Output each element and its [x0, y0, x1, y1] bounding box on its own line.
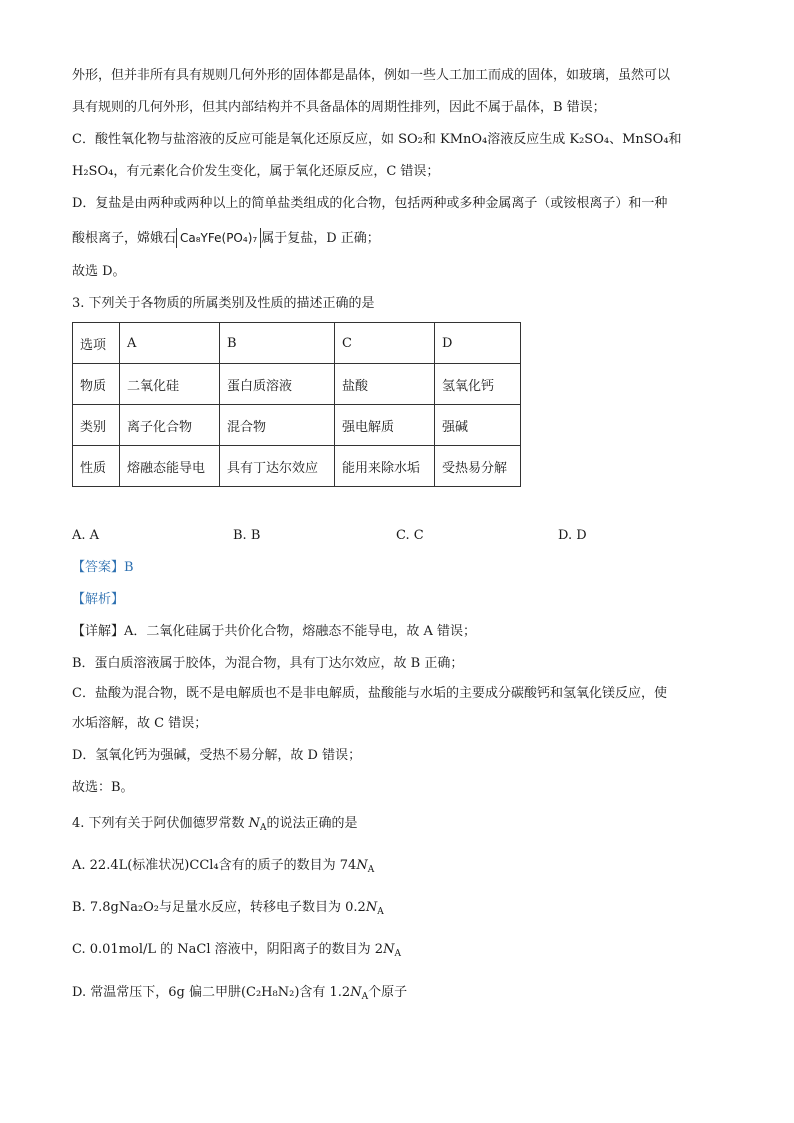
q3-table	[72, 322, 521, 487]
table-cell: 混合物	[220, 405, 335, 446]
table-cell: 类别	[73, 405, 120, 446]
q4-option-d-text: D. 常温常压下，6g 偏二甲肼(C₂H₈N₂)含有 1.2	[72, 985, 351, 1000]
q3-detail-1: 【详解】A．二氧化硅属于共价化合物，熔融态不能导电，故 A 错误；	[72, 624, 477, 639]
avogadro-subscript: A	[361, 992, 369, 1002]
avogadro-subscript: A	[367, 865, 375, 875]
table-cell: 选项	[73, 323, 120, 364]
q4-stem	[72, 814, 358, 838]
avogadro-subscript: A	[394, 949, 401, 959]
table-cell: 盐酸	[335, 364, 435, 405]
q4-option-a	[72, 856, 374, 880]
intro-line-2: 具有规则的几何外形，但其内部结构并不具备晶体的周期性排列，因此不属于晶体，B 错误；	[72, 100, 606, 115]
intro-line-1: 外形，但并非所有具有规则几何外形的固体都是晶体，例如一些人工加工而成的固体，如玻璃，虽然可以	[72, 68, 671, 83]
table-cell: D	[435, 323, 521, 364]
avogadro-subscript: A	[377, 907, 384, 917]
intro-line-6-post: 属于复盐，D 正确；	[261, 231, 380, 246]
table-cell: 强碱	[435, 405, 521, 446]
q4-option-c	[72, 940, 401, 964]
intro-line-4: H₂SO₄，有元素化合价发生变化，属于氧化还原反应，C 错误；	[72, 164, 440, 179]
table-cell: C	[335, 323, 435, 364]
table-header-row	[73, 323, 521, 364]
q3-option-a: A. A	[72, 528, 100, 543]
avogadro-symbol: N	[356, 858, 368, 873]
q3-stem: 3. 下列关于各物质的所属类别及性质的描述正确的是	[72, 296, 375, 311]
table-row	[73, 364, 521, 405]
q4-option-c-text: C. 0.01mol/L 的 NaCl 溶液中，阴阳离子的数目为 2	[72, 942, 384, 957]
table-cell: 受热易分解	[435, 446, 521, 487]
q3-detail-5: D．氢氧化钙为强碱，受热不易分解，故 D 错误；	[72, 748, 362, 763]
q3-options	[72, 528, 722, 548]
q3-conclusion: 故选：B。	[72, 780, 134, 795]
avogadro-subscript: A	[260, 823, 267, 833]
table-cell: 强电解质	[335, 405, 435, 446]
table-cell: 二氧化硅	[120, 364, 220, 405]
intro-line-3: C．酸性氧化物与盐溶液的反应可能是氧化还原反应，如 SO₂和 KMnO₄溶液反应生成 K₂SO₄、MnSO₄和	[72, 132, 682, 147]
q4-option-a-text: A. 22.4L(标准状况)CCl₄含有的质子的数目为 74	[72, 858, 357, 873]
avogadro-symbol: N	[365, 900, 378, 915]
q4-option-b	[72, 898, 384, 922]
q3-detail-4: 水垢溶解，故 C 错误；	[72, 716, 208, 731]
table-cell: 具有丁达尔效应	[220, 446, 335, 487]
table-cell: 能用来除水垢	[335, 446, 435, 487]
avogadro-symbol: N	[383, 942, 395, 957]
q4-option-d-post: 个原子	[368, 985, 408, 1000]
table-cell: 性质	[73, 446, 120, 487]
q4-option-d	[72, 983, 407, 1007]
table-cell: A	[120, 323, 220, 364]
q3-option-c: C. C	[396, 528, 424, 543]
intro-line-7: 故选 D。	[72, 264, 126, 279]
table-row	[73, 405, 521, 446]
table-cell: 蛋白质溶液	[220, 364, 335, 405]
intro-line-6	[72, 228, 380, 249]
q4-stem-post: 的说法正确的是	[266, 816, 358, 831]
chang-e-stone-formula: Ca₈YFe(PO₄)₇	[176, 228, 261, 248]
intro-line-5: D．复盐是由两种或两种以上的简单盐类组成的化合物，包括两种或多种金属离子（或铵根离子）和一种	[72, 196, 668, 211]
table-cell: 物质	[73, 364, 120, 405]
table-cell: 离子化合物	[120, 405, 220, 446]
table-cell: B	[220, 323, 335, 364]
q4-stem-pre: 4. 下列有关于阿伏伽德罗常数	[72, 816, 249, 831]
table-row	[73, 446, 521, 487]
q3-detail-3: C．盐酸为混合物，既不是电解质也不是非电解质，盐酸能与水垢的主要成分碳酸钙和氢氧化镁反应，使	[72, 686, 667, 701]
avogadro-symbol: N	[248, 816, 261, 831]
table-cell: 氢氧化钙	[435, 364, 521, 405]
q4-option-b-text: B. 7.8gNa₂O₂与足量水反应，转移电子数目为 0.2	[72, 900, 366, 915]
q3-detail-2: B．蛋白质溶液属于胶体，为混合物，具有丁达尔效应，故 B 正确；	[72, 656, 464, 671]
q3-answer: 【答案】B	[72, 560, 134, 575]
q3-option-d: D. D	[558, 528, 587, 543]
table-cell: 熔融态能导电	[120, 446, 220, 487]
q3-analysis-label: 【解析】	[72, 592, 125, 607]
q3-option-b: B. B	[233, 528, 261, 543]
avogadro-symbol: N	[350, 985, 362, 1000]
intro-line-6-pre: 酸根离子，嫦娥石	[72, 231, 177, 246]
